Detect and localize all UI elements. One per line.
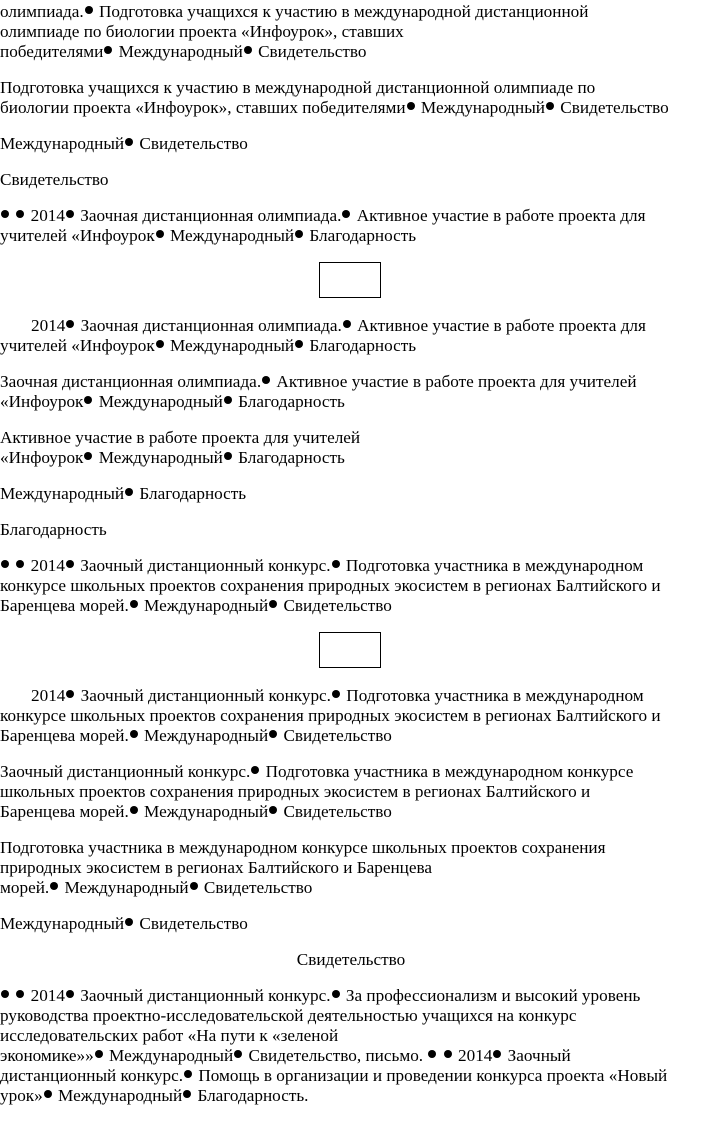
text-segment: Свидетельство — [556, 98, 669, 117]
text-segment: Международный — [0, 134, 125, 153]
bullet-icon — [244, 46, 252, 54]
text-line — [297, 950, 405, 969]
text-line — [0, 372, 637, 391]
bullet-icon — [332, 690, 340, 698]
text-line — [0, 556, 643, 575]
text-segment: Международный — [165, 226, 295, 245]
bullet-icon — [156, 340, 164, 348]
bullet-icon — [50, 882, 58, 890]
bullet-icon — [104, 46, 112, 54]
bullet-icon — [125, 918, 133, 926]
bullet-icon — [130, 600, 138, 608]
text-segment: Свидетельство — [296, 950, 406, 969]
text-segment: Помощь в организации и проведении конкурса проекта «Новый — [194, 1066, 668, 1085]
bullet-icon — [66, 210, 74, 218]
bullet-icon — [428, 1050, 436, 1058]
text-line — [0, 914, 248, 933]
bullet-icon — [190, 882, 198, 890]
text-segment: учителей «Инфоурок — [0, 226, 155, 245]
text-segment — [438, 1046, 442, 1065]
paragraph-p15 — [0, 914, 702, 934]
text-segment: Международный — [114, 42, 243, 61]
text-segment: Свидетельство — [135, 134, 248, 153]
text-segment: Благодарность. — [193, 1086, 309, 1105]
text-line — [0, 802, 392, 821]
bullet-icon — [66, 990, 74, 998]
text-segment: победителями — [0, 42, 104, 61]
text-line — [0, 226, 416, 245]
bullet-icon — [130, 730, 138, 738]
text-line — [0, 448, 345, 467]
text-line — [0, 78, 595, 97]
text-segment: конкурсе школьных проектов сохранения природных экосистем в регионах Балтийского и — [0, 576, 661, 595]
paragraph-p12 — [0, 686, 702, 746]
bullet-icon — [183, 1090, 191, 1098]
text-segment: Подготовка учащихся к участию в международной дистанционной — [94, 2, 589, 21]
paragraph-p17 — [0, 986, 702, 1106]
text-segment: Подготовка участника в международном конкурсе — [261, 762, 634, 781]
text-segment: Активное участие в работе проекта для учителей — [0, 428, 361, 447]
bullet-icon — [1, 990, 9, 998]
bullet-icon — [130, 806, 138, 814]
image-placeholder — [319, 632, 381, 668]
text-segment: Подготовка участника в международном — [341, 686, 644, 705]
text-segment: Подготовка участника в международном — [341, 556, 644, 575]
text-line — [0, 42, 367, 61]
paragraph-p2 — [0, 78, 702, 118]
text-segment: «Инфоурок — [0, 448, 84, 467]
bullet-icon — [269, 730, 277, 738]
paragraph-p9 — [0, 484, 702, 504]
text-line — [0, 762, 633, 781]
text-line — [0, 858, 432, 877]
text-segment: олимпиада. — [0, 2, 84, 21]
text-line — [0, 576, 661, 595]
text-segment: Международный — [139, 802, 269, 821]
text-segment: Активное участие в работе проекта для учителей — [272, 372, 637, 391]
bullet-icon — [332, 560, 340, 568]
bullet-icon — [66, 560, 74, 568]
text-line — [0, 706, 661, 725]
text-segment: Активное участие в работе проекта для — [352, 206, 646, 225]
text-line — [0, 170, 108, 189]
text-segment: дистанционный конкурс. — [0, 1066, 184, 1085]
text-segment: Подготовка участника в международном конкурсе школьных проектов сохранения — [0, 838, 606, 857]
bullet-icon — [343, 320, 351, 328]
bullet-icon — [269, 806, 277, 814]
text-segment: Свидетельство — [279, 596, 392, 615]
paragraph-p14 — [0, 838, 702, 898]
text-segment: Благодарность — [305, 336, 417, 355]
bullet-icon — [407, 102, 415, 110]
bullet-icon — [332, 990, 340, 998]
text-line — [0, 838, 606, 857]
text-line — [0, 336, 416, 355]
text-line — [0, 878, 312, 897]
text-segment: Международный — [94, 448, 223, 467]
text-line — [0, 986, 640, 1005]
bullet-icon — [262, 376, 270, 384]
text-line — [0, 596, 392, 615]
text-segment: 2014 — [31, 686, 66, 705]
bullet-icon — [234, 1050, 242, 1058]
paragraph-p7 — [0, 372, 702, 412]
text-segment: 2014 — [26, 556, 65, 575]
text-segment: руководства проектно-исследовательской деятельностью учащихся на конкурс — [0, 1006, 577, 1025]
text-segment: Заочная дистанционная олимпиада. — [76, 316, 342, 335]
text-segment: Международный — [0, 914, 125, 933]
paragraph-p8 — [0, 428, 702, 468]
bullet-icon — [493, 1050, 501, 1058]
bullet-icon — [269, 600, 277, 608]
bullet-icon — [546, 102, 554, 110]
text-segment: Заочный дистанционный конкурс. — [75, 556, 331, 575]
text-segment: Благодарность — [233, 448, 345, 467]
text-segment: Международный — [0, 484, 125, 503]
text-segment: Баренцева морей. — [0, 596, 129, 615]
bullet-icon — [224, 452, 232, 460]
bullet-icon — [84, 396, 92, 404]
text-line — [0, 782, 590, 801]
text-segment: 2014 — [31, 316, 66, 335]
bullet-icon — [295, 340, 303, 348]
text-line — [0, 484, 246, 503]
bullet-icon — [295, 230, 303, 238]
text-segment: Благодарность — [0, 520, 107, 539]
bullet-icon — [66, 690, 74, 698]
text-segment: Свидетельство — [135, 914, 248, 933]
text-segment: «Инфоурок — [0, 392, 84, 411]
text-segment: Подготовка учащихся к участию в международной дистанционной олимпиаде по — [0, 78, 596, 97]
bullet-icon — [125, 138, 133, 146]
text-segment: биологии проекта «Инфоурок», ставших победителями — [0, 98, 406, 117]
bullet-icon — [184, 1070, 192, 1078]
text-segment: Заочная дистанционная олимпиада. — [75, 206, 342, 225]
text-segment: Международный — [139, 726, 269, 745]
text-line — [0, 1046, 571, 1065]
text-segment: Международный — [139, 596, 269, 615]
text-segment: Международный — [53, 1086, 183, 1105]
text-segment: Свидетельство, письмо. — [244, 1046, 428, 1065]
paragraph-p10 — [0, 520, 702, 540]
paragraph-p4 — [0, 170, 702, 190]
text-segment: 2014 — [26, 986, 65, 1005]
text-line — [0, 1026, 338, 1045]
bullet-icon — [156, 230, 164, 238]
text-segment: Международный — [94, 392, 223, 411]
text-line — [0, 1006, 577, 1025]
bullet-icon — [444, 1050, 452, 1058]
bullet-icon — [66, 320, 74, 328]
text-segment: Заочная дистанционная олимпиада. — [0, 372, 262, 391]
text-segment: Свидетельство — [279, 802, 392, 821]
image-placeholder-wrap — [0, 632, 702, 672]
text-segment: Свидетельство — [279, 726, 392, 745]
bullet-icon — [16, 210, 24, 218]
text-segment: Международный — [416, 98, 545, 117]
paragraph-p3 — [0, 134, 702, 154]
text-segment: Благодарность — [135, 484, 247, 503]
text-line — [0, 1086, 308, 1105]
image-placeholder — [319, 262, 381, 298]
text-segment: 2014 — [26, 206, 65, 225]
text-segment: учителей «Инфоурок — [0, 336, 155, 355]
bullet-icon — [342, 210, 350, 218]
text-line — [0, 392, 345, 411]
text-segment: экономике»» — [0, 1046, 94, 1065]
text-segment: школьных проектов сохранения природных экосистем в регионах Балтийского и — [0, 782, 591, 801]
bullet-icon — [1, 210, 9, 218]
text-line — [0, 428, 360, 447]
text-segment: Свидетельство — [0, 170, 109, 189]
paragraph-p11 — [0, 556, 702, 616]
text-line — [0, 2, 588, 21]
bullet-icon — [251, 766, 259, 774]
text-segment: конкурсе школьных проектов сохранения природных экосистем в регионах Балтийского и — [0, 706, 661, 725]
text-segment: исследовательских работ «На пути к «зеленой — [0, 1026, 339, 1045]
text-line — [0, 206, 646, 225]
bullet-icon — [85, 6, 93, 14]
bullet-icon — [16, 560, 24, 568]
text-line — [0, 726, 392, 745]
paragraph-p1 — [0, 2, 702, 62]
bullet-icon — [44, 1090, 52, 1098]
paragraph-p16 — [0, 950, 702, 970]
text-segment — [11, 556, 15, 575]
text-line — [0, 520, 107, 539]
bullet-icon — [224, 396, 232, 404]
text-line — [31, 316, 646, 335]
text-segment: Свидетельство — [199, 878, 313, 897]
text-segment: Свидетельство — [253, 42, 367, 61]
text-segment: Заочный — [503, 1046, 571, 1065]
text-segment: Международный — [60, 878, 189, 897]
text-segment: олимпиаде по биологии проекта «Инфоурок», ставших — [0, 22, 404, 41]
bullet-icon — [84, 452, 92, 460]
text-line — [0, 98, 669, 117]
text-line — [31, 686, 644, 705]
text-segment: природных экосистем в регионах Балтийского и Баренцева — [0, 858, 433, 877]
text-segment: Активное участие в работе проекта для — [352, 316, 646, 335]
text-line — [0, 134, 248, 153]
text-segment: Международный — [104, 1046, 234, 1065]
text-segment — [11, 986, 15, 1005]
text-segment: Благодарность — [233, 392, 345, 411]
text-line — [0, 1066, 667, 1085]
image-placeholder-wrap — [0, 262, 702, 302]
text-segment: За профессионализм и высокий уровень — [341, 986, 641, 1005]
text-segment: Заочный дистанционный конкурс. — [75, 986, 331, 1005]
text-segment: Баренцева морей. — [0, 726, 129, 745]
paragraph-p6 — [0, 316, 702, 356]
text-segment — [11, 206, 15, 225]
text-segment: Заочный дистанционный конкурс. — [76, 686, 331, 705]
bullet-icon — [95, 1050, 103, 1058]
text-segment: 2014 — [453, 1046, 493, 1065]
text-segment: Заочный дистанционный конкурс. — [0, 762, 251, 781]
bullet-icon — [1, 560, 9, 568]
text-segment: Благодарность — [305, 226, 417, 245]
paragraph-p5 — [0, 206, 702, 246]
document-body — [0, 2, 702, 1122]
bullet-icon — [125, 488, 133, 496]
text-segment: Международный — [165, 336, 295, 355]
text-segment: урок» — [0, 1086, 43, 1105]
text-segment: морей. — [0, 878, 50, 897]
paragraph-p13 — [0, 762, 702, 822]
bullet-icon — [16, 990, 24, 998]
text-line — [0, 22, 404, 41]
text-segment: Баренцева морей. — [0, 802, 129, 821]
